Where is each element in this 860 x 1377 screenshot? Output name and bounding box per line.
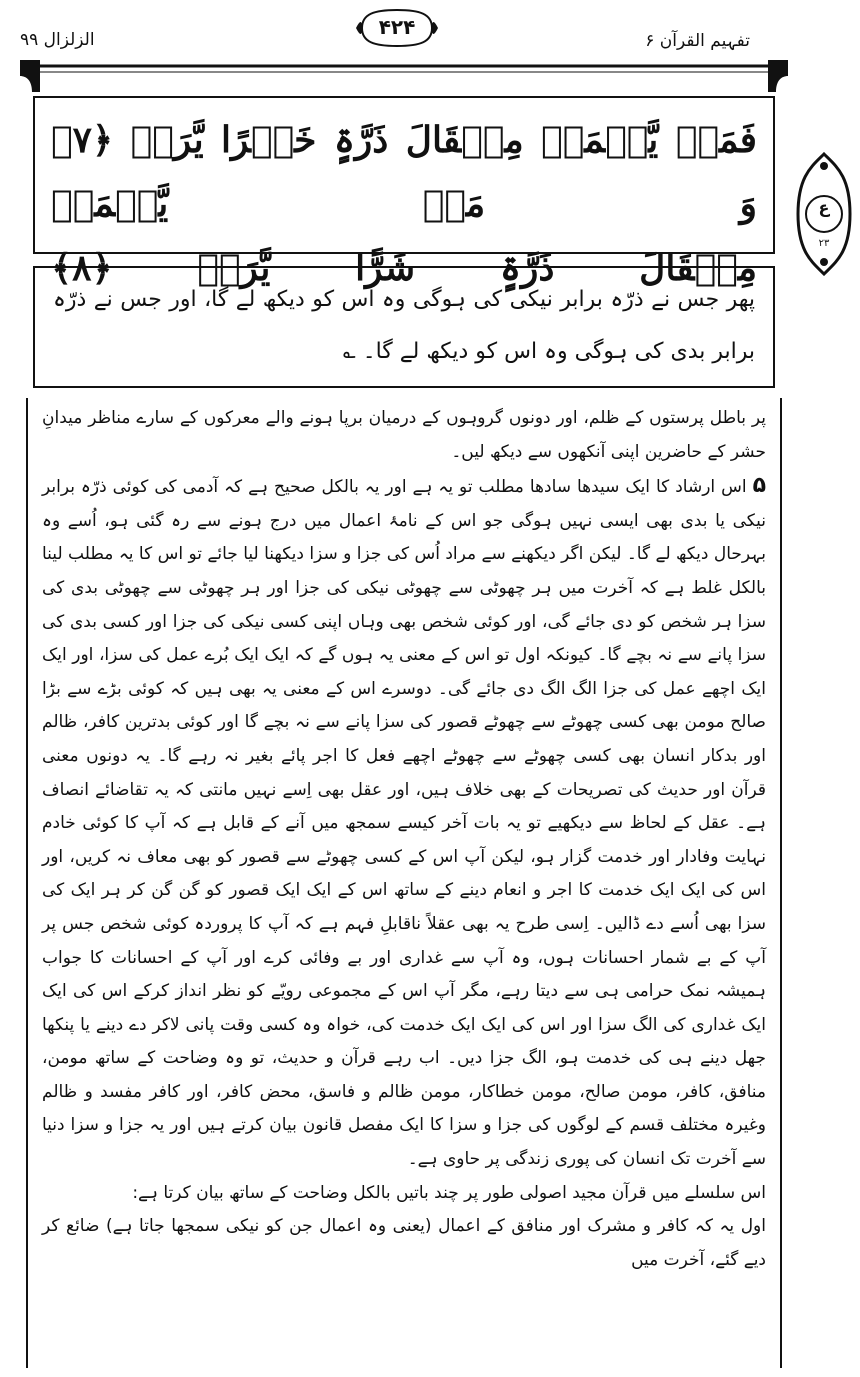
- running-header-surah: الزلزال ۹۹: [20, 30, 95, 50]
- commentary-paragraph-3: اس سلسلے میں قرآن مجید اصولی طور پر چند باتیں بالکل وضاحت کے ساتھ بیان کرتا ہے:: [132, 1182, 766, 1203]
- page-number: ۴۲۴: [378, 15, 416, 39]
- verse-line-2: مِثۡقَالَ ذَرَّۃٍ شَرًّا یَّرَہٗ ﴿۸﴾: [51, 247, 757, 289]
- arabic-verse-box: [33, 96, 775, 289]
- commentary-paragraph-1: پر باطل پرستوں کے ظلم، اور دونوں گروہوں کے درمیان برپا ہونے والے معرکوں کے سارے مناظر میدانِ حشر کے حاضرین اپنی آنکھوں سے دیکھ لیں۔: [42, 408, 766, 462]
- commentary-paragraph-2-text: اس ارشاد کا ایک سیدھا سادھا مطلب تو یہ ہے اور یہ بالکل صحیح ہے کہ آدمی کی کوئی ذرّہ برابر نیکی یا بدی بھی ایسی نہیں ہوگی جو اس کے نامۂ اعمال میں درج ہونے سے رہ گئی ہو، اُسے وہ بہرحال دیکھ لے گا۔ لیکن اگر دیکھنے سے مراد اُس کی جزا و سزا دیکھنا لیا جائے تو اس کا یہ مطلب لینا بالکل غلط ہے کہ آخرت میں ہر چھوٹی سے چھوٹی نیکی کی جزا اور ہر چھوٹی سے چھوٹی بدی کی سزا ہر شخص کو دی جائے گی، اور کوئی شخص بھی وہاں اپنی کسی نیکی کی جزا اور کسی بدی کی سزا پانے سے نہ بچے گا۔ کیونکہ اول تو اس کے معنی یہ ہوں گے کہ ایک ایک بُرے عمل کی سزا، اور ایک ایک اچھے عمل کی جزا الگ الگ دی جائے گی۔ دوسرے اس کے معنی یہ بھی ہیں کہ کوئی بڑے سے بڑا صالح مومن بھی کسی چھوٹے سے چھوٹے قصور کی سزا پانے سے نہ بچے گا اور کوئی بدترین کافر، ظالم اور بدکار انسان بھی کسی چھوٹے سے چھوٹے اچھے فعل کا اجر پائے بغیر نہ رہے گا۔ یہ دونوں معنی قرآن اور حدیث کی تصریحات کے بھی خلاف ہیں، اور عقل بھی اِسے نہیں مانتی کہ یہ تقاضائے انصاف ہے۔ عقل کے لحاظ سے دیکھیے تو یہ بات آخر کیسے سمجھ میں آنے کے قابل ہے کہ آپ کا کوئی خادم نہایت وفادار اور خدمت گزار ہو، لیکن آپ اس کے کسی چھوٹے سے قصور کو بھی معاف نہ کریں، اور اس کی ایک ایک خدمت کا اجر و انعام دینے کے ساتھ اس کے ایک ایک قصور کو گن گن کر ہر ایک کی سزا بھی اُسے دے ڈالیں۔ اِسی طرح یہ بھی عقلاً ناقابلِ فہم ہے کہ آپ کا پروردہ کوئی شخص جس پر آپ کے بے شمار احسانات ہوں، وہ آپ سے غداری اور بے وفائی کرے اور آپ کے احسانات کا جواب ہمیشہ نمک حرامی ہی سے دیتا رہے، مگر آپ اس کے مجموعی رویّے کو نظر انداز کرکے اس کی ایک ایک غداری کی الگ سزا اور اس کی ایک ایک خدمت کی، خواہ وہ کسی وقت پانی لاکر دے دینے یا پنکھا جھل دینے ہی کی خدمت ہو، الگ جزا دیں۔ اب رہے قرآن و حدیث، تو وہ وضاحت کے ساتھ مومن، منافق، کافر، مومن صالح، مومن خطاکار، مومن ظالم و فاسق، محض کافر، اور کافر مفسد و ظالم وغیرہ مختلف قسم کے لوگوں کی جزا و سزا کا ایک مفصل قانون بیان کرتے ہیں اور یہ جزا و سزا دنیا سے آخرت تک انسان کی پوری زندگی پر حاوی ہے۔: [42, 477, 766, 1170]
- commentary-section: [26, 398, 782, 1368]
- translation-text: پھر جس نے ذرّہ برابر نیکی کی ہوگی وہ اس کو دیکھ لے گا، اور جس نے ذرّہ برابر بدی کی ہوگی وہ اس کو دیکھ لے گا۔ ؎: [53, 287, 755, 364]
- commentary-paragraph-2: [42, 469, 766, 1176]
- ruku-marker: [796, 152, 852, 276]
- translation-box: [33, 266, 775, 388]
- frame-border-icon: [20, 60, 788, 92]
- verse-line-1: فَمَنۡ یَّعۡمَلۡ مِثۡقَالَ ذَرَّۃٍ خَیۡرًا یَّرَہٗ ﴿۷﴾ وَ مَنۡ یَّعۡمَلۡ: [51, 119, 757, 225]
- decorative-frame-top: [20, 60, 788, 92]
- footnote-number: ۵: [752, 473, 766, 499]
- page-number-cartouche: [354, 6, 440, 50]
- running-header-book-title: تفہیم القرآن ۶: [645, 31, 750, 51]
- ruku-marker-letter: ع: [818, 198, 830, 217]
- commentary-paragraph-4: اول یہ کہ کافر و مشرک اور منافق کے اعمال (یعنی وہ اعمال جن کو نیکی سمجھا جاتا ہے) ضائع کر دیے گئے، آخرت میں: [42, 1216, 766, 1270]
- ruku-marker-number: ٢٣: [818, 238, 830, 249]
